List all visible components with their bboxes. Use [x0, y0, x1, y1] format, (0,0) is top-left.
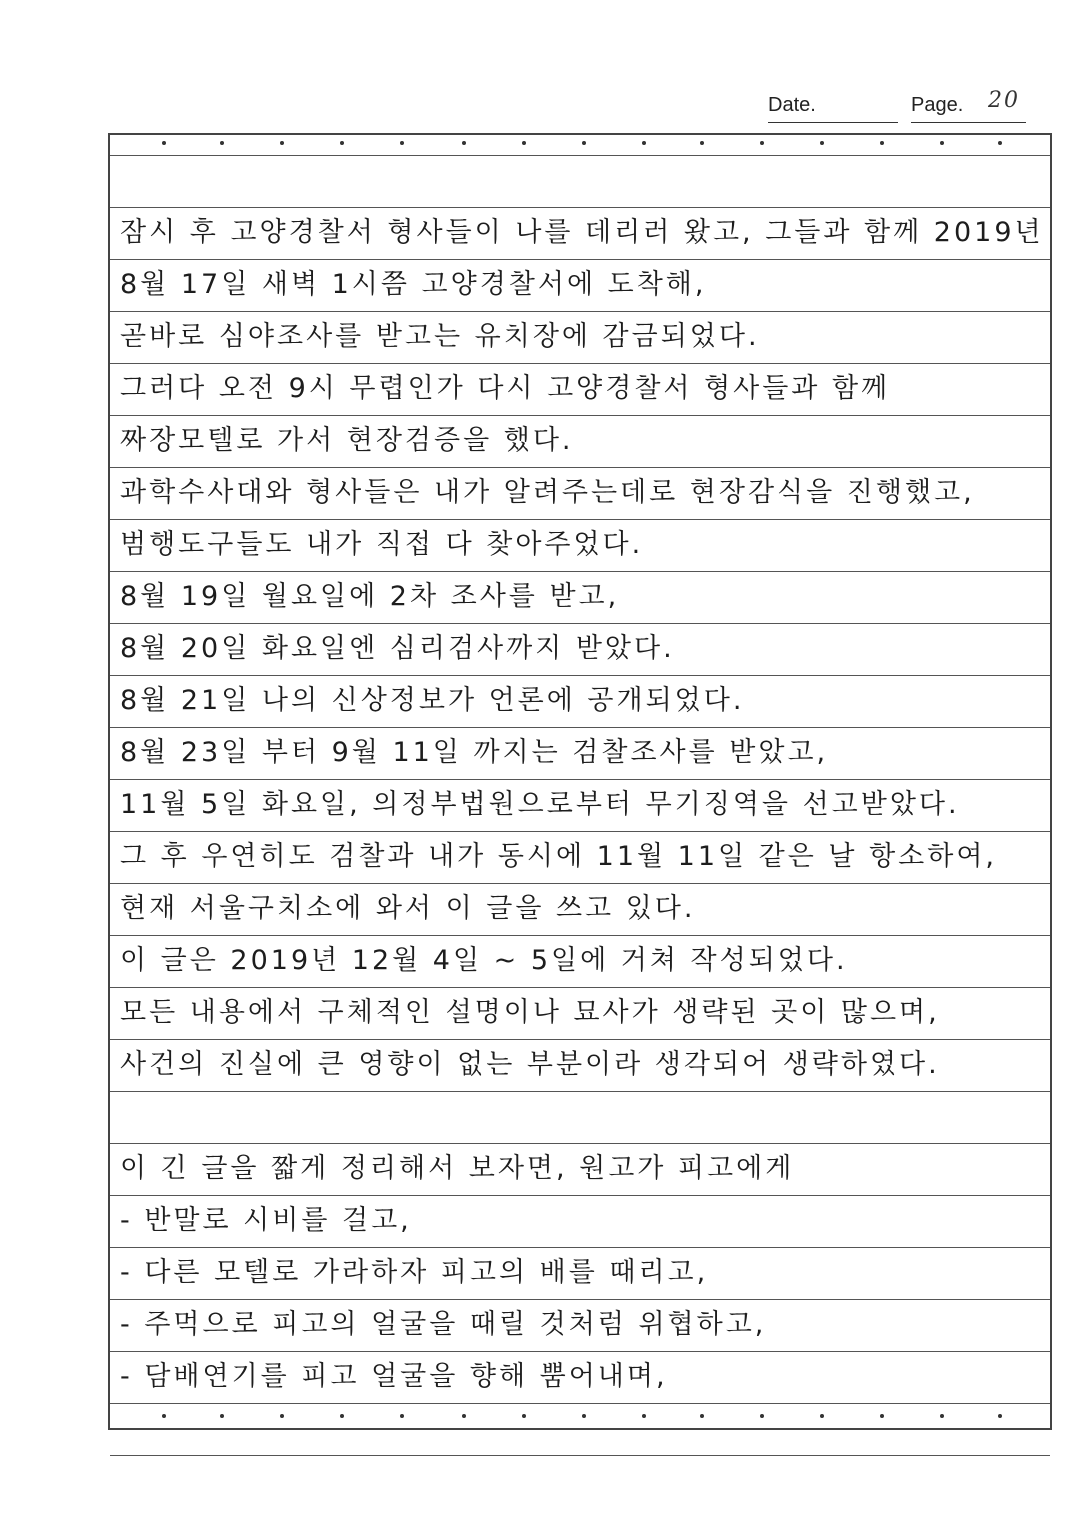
ruled-line [110, 675, 1050, 676]
handwritten-line: 이 글은 2019년 12월 4일 ~ 5일에 거쳐 작성되었다. [120, 945, 848, 976]
ruled-line [110, 207, 1050, 208]
margin-dot [582, 141, 586, 145]
handwritten-line: 8월 17일 새벽 1시쯤 고양경찰서에 도착해, [120, 269, 707, 300]
margin-dot [522, 1414, 526, 1418]
handwritten-line: 범행도구들도 내가 직접 다 찾아주었다. [120, 529, 644, 560]
handwritten-line: 8월 21일 나의 신상정보가 언론에 공개되었다. [120, 685, 745, 716]
margin-dot [340, 1414, 344, 1418]
margin-dot [998, 141, 1002, 145]
margin-dot [940, 141, 944, 145]
margin-dot [162, 141, 166, 145]
ruled-line [110, 1351, 1050, 1352]
date-label: Date. [768, 94, 816, 116]
margin-dot [582, 1414, 586, 1418]
ruled-line [110, 623, 1050, 624]
ruled-line [110, 1247, 1050, 1248]
margin-dot [760, 1414, 764, 1418]
bottom-dot-row [110, 1414, 1050, 1422]
ruled-line [110, 1455, 1050, 1456]
handwritten-line: 8월 20일 화요일엔 심리검사까지 받았다. [120, 633, 675, 664]
handwritten-line: 그러다 오전 9시 무렵인가 다시 고양경찰서 형사들과 함께 [120, 373, 891, 404]
margin-dot [280, 141, 284, 145]
ruled-line [110, 259, 1050, 260]
ruled-sheet [108, 133, 1052, 1430]
margin-dot [220, 1414, 224, 1418]
handwritten-line: - 주먹으로 피고의 얼굴을 때릴 것처럼 위협하고, [120, 1309, 767, 1340]
ruled-line [110, 1195, 1050, 1196]
margin-dot [280, 1414, 284, 1418]
ruled-line [110, 1039, 1050, 1040]
margin-dot [162, 1414, 166, 1418]
margin-dot [462, 1414, 466, 1418]
margin-dot [940, 1414, 944, 1418]
handwritten-line: - 다른 모텔로 가라하자 피고의 배를 때리고, [120, 1257, 709, 1288]
ruled-line [110, 1403, 1050, 1404]
page-field-line [911, 122, 1026, 123]
margin-dot [700, 141, 704, 145]
handwritten-line: - 담배연기를 피고 얼굴을 향해 뿜어내며, [120, 1361, 668, 1392]
handwritten-line: 과학수사대와 형사들은 내가 알려주는데로 현장감식을 진행했고, [120, 477, 975, 508]
ruled-line [110, 519, 1050, 520]
ruled-line [110, 727, 1050, 728]
handwritten-line: 8월 23일 부터 9월 11일 까지는 검찰조사를 받았고, [120, 737, 829, 768]
ruled-line [110, 1299, 1050, 1300]
ruled-line [110, 883, 1050, 884]
margin-dot [700, 1414, 704, 1418]
handwritten-line: 그 후 우연히도 검찰과 내가 동시에 11월 11일 같은 날 항소하여, [120, 841, 998, 872]
handwritten-line: 모든 내용에서 구체적인 설명이나 묘사가 생략된 곳이 많으며, [120, 997, 940, 1028]
margin-dot [642, 1414, 646, 1418]
handwritten-line: 잠시 후 고양경찰서 형사들이 나를 데리러 왔고, 그들과 함께 2019년 [120, 217, 1044, 248]
date-field-line [768, 122, 898, 123]
ruled-line [110, 311, 1050, 312]
margin-dot [880, 1414, 884, 1418]
ruled-line [110, 831, 1050, 832]
margin-dot [400, 141, 404, 145]
margin-dot [522, 141, 526, 145]
ruled-line [110, 363, 1050, 364]
margin-dot [820, 1414, 824, 1418]
page-label: Page. [911, 94, 964, 116]
ruled-line [110, 987, 1050, 988]
page-header [768, 88, 1028, 124]
ruled-line [110, 1143, 1050, 1144]
top-dot-row [110, 141, 1050, 149]
ruled-line [110, 779, 1050, 780]
ruled-line [110, 571, 1050, 572]
margin-dot [642, 141, 646, 145]
handwritten-line: 이 긴 글을 짧게 정리해서 보자면, 원고가 피고에게 [120, 1153, 795, 1184]
handwritten-line: 11월 5일 화요일, 의정부법원으로부터 무기징역을 선고받았다. [120, 789, 960, 820]
margin-dot [400, 1414, 404, 1418]
handwritten-line: 사건의 진실에 큰 영향이 없는 부분이라 생각되어 생략하였다. [120, 1049, 940, 1080]
ruled-line [110, 155, 1050, 156]
margin-dot [880, 141, 884, 145]
margin-dot [340, 141, 344, 145]
page-number: 20 [988, 88, 1020, 113]
ruled-line [110, 935, 1050, 936]
handwritten-line: 짜장모텔로 가서 현장검증을 했다. [120, 425, 574, 456]
handwritten-line: 현재 서울구치소에 와서 이 글을 쓰고 있다. [120, 893, 696, 924]
ruled-line [110, 467, 1050, 468]
handwritten-line: - 반말로 시비를 걸고, [120, 1205, 412, 1236]
margin-dot [760, 141, 764, 145]
margin-dot [462, 141, 466, 145]
handwritten-line: 곧바로 심야조사를 받고는 유치장에 감금되었다. [120, 321, 760, 352]
margin-dot [998, 1414, 1002, 1418]
ruled-line [110, 1091, 1050, 1092]
margin-dot [820, 141, 824, 145]
handwritten-line: 8월 19일 월요일에 2차 조사를 받고, [120, 581, 620, 612]
margin-dot [220, 141, 224, 145]
ruled-line [110, 415, 1050, 416]
